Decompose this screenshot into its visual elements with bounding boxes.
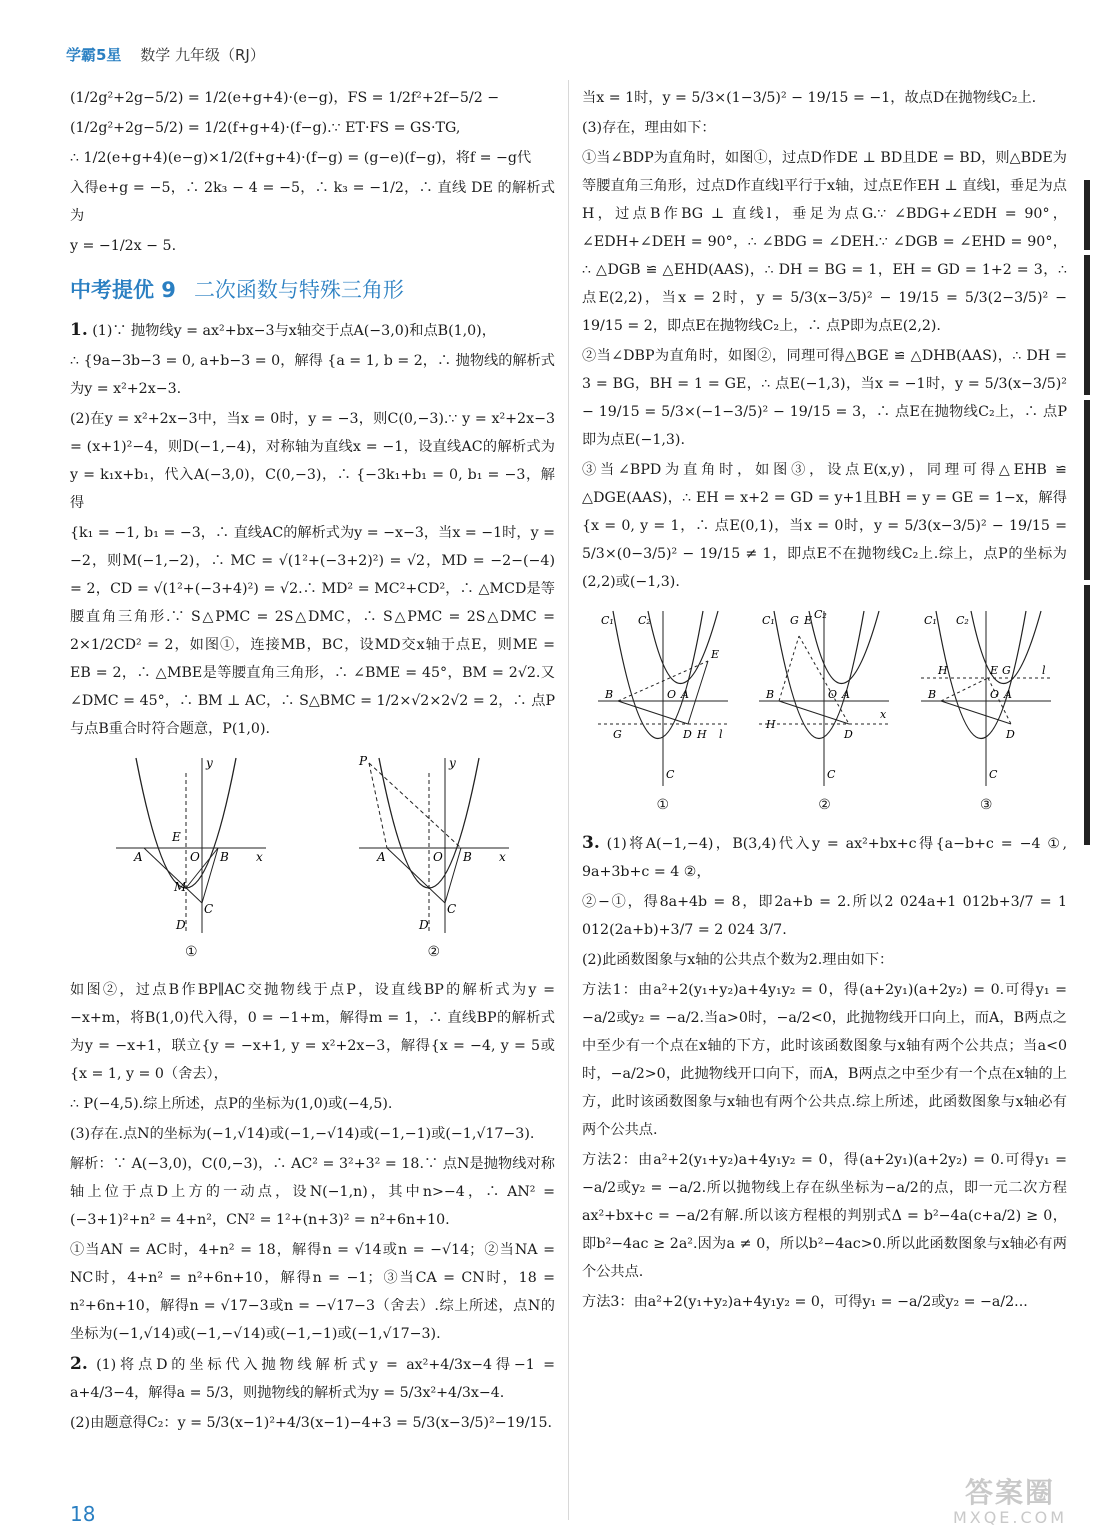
point-label: A xyxy=(680,688,689,701)
section-subtitle: 二次函数与特殊三角形 xyxy=(193,278,404,302)
watermark-text: 答案圈 xyxy=(964,1476,1055,1509)
subject-label: 数学 九年级（RJ） xyxy=(140,46,265,64)
point-label: D xyxy=(682,728,692,741)
question-number: 2. xyxy=(70,1354,88,1374)
brand-logo: 学霸5星 xyxy=(66,46,122,64)
figure xyxy=(106,753,276,966)
paragraph: ∴ {9a−3b−3 = 0, a+b−3 = 0，解得 {a = 1, b = 2，∴ 抛物线的解析式为y = x²+2x−3. xyxy=(70,353,555,397)
point-label: P xyxy=(358,754,367,768)
curve-label: C₂ xyxy=(637,614,651,627)
paragraph-text: (1)将A(−1,−4)，B(3,4)代入y = ax²+bx+c得{a−b+c = −4 ①, 9a+3b+c = 4 ②， xyxy=(582,836,1067,880)
curve-label: C₁ xyxy=(762,614,776,627)
figure-caption: ① xyxy=(656,797,670,813)
curve-label: G xyxy=(790,614,800,627)
point-label: O xyxy=(990,688,1000,701)
point-label: O xyxy=(190,850,201,864)
point-label: C xyxy=(204,902,214,916)
point-label: O xyxy=(432,850,443,864)
point-label: E xyxy=(710,648,719,661)
figure-caption: ② xyxy=(427,944,441,960)
point-label: C xyxy=(989,768,998,781)
point-label: D xyxy=(844,728,854,741)
point-label: C xyxy=(665,768,675,781)
point-label: A xyxy=(1004,688,1013,701)
parabola-diagram xyxy=(106,753,276,938)
edge-mark xyxy=(1084,585,1090,845)
paragraph: 当x = 1时，y = 5/3×(1−3/5)² − 19/15 = −1，故点D在抛物线C₂上. xyxy=(582,90,1037,106)
figure-row xyxy=(70,753,555,966)
line-label: l xyxy=(718,728,723,741)
point-label: H xyxy=(938,664,948,677)
parabola-diagram xyxy=(593,606,733,791)
point-label: B xyxy=(928,688,937,701)
paragraph: ②−①，得8a+4b = 8，即2a+b = 2.所以2 024a+1 012b+3/7 = 1 012(2a+b)+3/7 = 2 024 3/7. xyxy=(582,894,1067,938)
point-label: D xyxy=(1006,728,1015,741)
paragraph: 方法1：由a²+2(y₁+y₂)a+4y₁y₂ = 0，得(a+2y₁)(a+2y₂) = 0.可得y₁ = −a/2或y₂ = −a/2.当a>0时，−a/2<0，此抛物线开口向上，而A，B两点之中至少有一个点在x轴的下方，此时该函数图象与x轴有两个公共点；当a<0时，−a/2>0，此抛物线开口向下，而A，B两点之中至少有一个点在x轴的上方，此时该函数图象与x轴也有两个公共点.综上所述，此函数图象与x轴必有两个公共点. xyxy=(582,982,1067,1138)
point-label: C xyxy=(446,902,456,916)
point-label: A xyxy=(842,688,851,701)
paragraph: (1/2g²+2g−5/2) = 1/2(f+g+4)·(f−g).∵ ET·FS = GS·TG, xyxy=(70,120,461,136)
right-column xyxy=(582,84,1067,1318)
point-label: G xyxy=(612,728,622,741)
parabola-diagram xyxy=(349,753,519,938)
point-label: A xyxy=(134,850,143,864)
axis-label: x xyxy=(498,850,506,864)
question-number: 3. xyxy=(582,833,600,853)
point-label: C xyxy=(827,768,836,781)
figure xyxy=(916,606,1056,819)
figure-caption: ② xyxy=(818,797,831,813)
paragraph: (1/2g²+2g−5/2) = 1/2(e+g+4)·(e−g)，FS = 1/2f²+2f−5/2 − xyxy=(70,90,500,106)
paragraph: ∴ P(−4,5).综上所述，点P的坐标为(1,0)或(−4,5). xyxy=(70,1096,393,1112)
curve-label: C₁ xyxy=(924,614,937,627)
point-label: M xyxy=(174,880,187,894)
left-column xyxy=(70,84,555,1439)
paragraph xyxy=(70,1350,555,1407)
paragraph: y = −1/2x − 5. xyxy=(70,238,177,254)
paragraph: ∴ 1/2(e+g+4)(e−g)×1/2(f+g+4)·(f−g) = (g−e)(f−g)，将f = −g代 xyxy=(70,150,532,166)
point-label: B xyxy=(220,850,230,864)
paragraph: 方法3：由a²+2(y₁+y₂)a+4y₁y₂ = 0，可得y₁ = −a/2或y₂ = −a/2... xyxy=(582,1294,1028,1310)
curve-label: C₂ xyxy=(956,614,969,627)
watermark-url: MXQE.COM xyxy=(952,1508,1068,1527)
edge-mark xyxy=(1084,255,1090,395)
point-label: D xyxy=(176,918,186,932)
page-number: 18 xyxy=(70,1502,96,1526)
edge-mark xyxy=(1084,400,1090,580)
paragraph: 解析：∵ A(−3,0)，C(0,−3)，∴ AC² = 3²+3² = 18.∵ 点N是抛物线对称轴上位于点D上方的一动点，设N(−1,n)，其中n>−4，∴ AN² = (−3+1)²+n² = 4+n²，CN² = 1²+(n+3)² = n²+6n+10. xyxy=(70,1156,555,1228)
point-label: E xyxy=(804,614,813,627)
paragraph: (2)在y = x²+2x−3中，当x = 0时，y = −3，则C(0,−3).∵ y = x²+2x−3 = (x+1)²−4，则D(−1,−4)，对称轴为直线x = −1，设直线AC的解析式为y = k₁x+b₁，代入A(−3,0)，C(0,−3)，∴ {−3k₁+b₁ = 0, b₁ = −3，解得 xyxy=(70,411,555,511)
paragraph: 入得e+g = −5，∴ 2k₃ − 4 = −5，∴ k₃ = −1/2，∴ 直线 DE 的解析式为 xyxy=(70,180,555,224)
section-title xyxy=(70,270,555,310)
point-label: E xyxy=(990,664,999,677)
line-label: l xyxy=(1042,664,1046,677)
point-label: H xyxy=(766,718,777,731)
axis-label: x xyxy=(880,708,887,721)
paragraph xyxy=(582,829,1067,886)
curve-label: C₁ xyxy=(600,614,614,627)
edge-mark xyxy=(1084,180,1090,250)
paragraph: (3)存在，理由如下： xyxy=(582,120,716,136)
axis-label: y xyxy=(448,756,456,770)
point-label: G xyxy=(1002,664,1011,677)
paragraph: ①当AN = AC时，4+n² = 18，解得n = √14或n = −√14；②当NA = NC时，4+n² = n²+6n+10，解得n = −1；③当CA = CN时，18 = n²+6n+10，解得n = √17−3或n = −√17−3（舍去）.综上所述，点N的坐标为(−1,√14)或(−1,−√14)或(−1,−1)或(−1,√17−3). xyxy=(70,1242,555,1342)
paragraph xyxy=(70,316,555,345)
axis-label: y xyxy=(206,756,214,770)
paragraph: ①当∠BDP为直角时，如图①，过点D作DE ⊥ BD且DE = BD，则△BDE为等腰直角三角形，过点D作直线l平行于x轴，过点E作EH ⊥ 直线l，垂足为点H，过点B作BG ⊥ 直线l，垂足为点G.∵ ∠BDG+∠EDH = 90°，∠EDH+∠DEH = 90°，∴ ∠BDG = ∠DEH.∵ ∠DGB = ∠EHD = 90°，∴ △DGB ≌ △EHD(AAS)，∴ DH = BG = 1，EH = GD = 1+2 = 3，∴ 点E(2,2)，当x = 2时，y = 5/3(x−3/5)² − 19/15 = 5/3(2−3/5)² − 19/15 = 2，即点E在抛物线C₂上，∴ 点P即为点E(2,2). xyxy=(582,150,1067,334)
column-divider xyxy=(568,80,569,1520)
point-label: H xyxy=(696,728,707,741)
figure-caption: ③ xyxy=(979,797,993,813)
figure-row xyxy=(582,606,1067,819)
curve-label: C₂ xyxy=(814,608,828,621)
paragraph: (3)存在.点N的坐标为(−1,√14)或(−1,−√14)或(−1,−1)或(−1,√17−3). xyxy=(70,1126,535,1142)
axis-label: x xyxy=(256,850,264,864)
figure xyxy=(349,753,519,966)
figure xyxy=(754,606,894,819)
paragraph: 方法2：由a²+2(y₁+y₂)a+4y₁y₂ = 0，得(a+2y₁)(a+2y₂) = 0.可得y₁ = −a/2或y₂ = −a/2.所以抛物线上存在纵坐标为−a/2的点，即一元二次方程ax²+bx+c = −a/2有解.所以该方程根的判别式Δ = b²−4a(c+a/2) ≥ 0，即b²−4ac ≥ 2a².因为a ≠ 0，所以b²−4ac>0.所以此函数图象与x轴必有两个公共点. xyxy=(582,1152,1067,1280)
question-number: 1. xyxy=(70,320,88,340)
point-label: A xyxy=(376,850,386,864)
point-label: B xyxy=(462,850,472,864)
paragraph-text: (1)将点D的坐标代入抛物线解析式y = ax²+4/3x−4得−1 = a+4/3−4，解得a = 5/3，则抛物线的解析式为y = 5/3x²+4/3x−4. xyxy=(70,1357,555,1401)
parabola-diagram xyxy=(754,606,894,791)
paragraph: ③当∠BPD为直角时，如图③，设点E(x,y)，同理可得△EHB ≌ △DGE(AAS)，∴ EH = x+2 = GD = y+1且BH = y = GE = 1−x，解得{x = 0, y = 1，∴ 点E(0,1)，当x = 0时，y = 5/3(x−3/5)² − 19/15 = 5/3×(0−3/5)² − 19/15 ≠ 1，即点E不在抛物线C₂上.综上，点P的坐标为(2,2)或(−1,3). xyxy=(582,462,1067,590)
paragraph: (2)由题意得C₂：y = 5/3(x−1)²+4/3(x−1)−4+3 = 5/3(x−3/5)²−19/15. xyxy=(70,1415,553,1431)
point-label: O xyxy=(828,688,838,701)
point-label: D xyxy=(418,918,429,932)
paragraph: {k₁ = −1, b₁ = −3，∴ 直线AC的解析式为y = −x−3，当x = −1时，y = −2，则M(−1,−2)，∴ MC = √(1²+(−3+2)²) = √2，MD = −2−(−4) = 2，CD = √(1²+(−3+4)²) = √2.∴ MD² = MC²+CD²，∴ △MCD是等腰直角三角形.∵ S△PMC = 2S△DMC，∴ S△PMC = 2S△DMC = 2×1/2CD² = 2，如图①，连接MB，BC，设MD交x轴于点E，则ME = EB = 2，∴ △MBE是等腰直角三角形，∴ ∠BME = 45°，BM = 2√2.又∠DMC = 45°，∴ BM ⊥ AC，∴ S△BMC = 1/2×√2×2√2 = 2，∴ 点P与点B重合时符合题意，P(1,0). xyxy=(70,525,555,737)
paragraph: ②当∠DBP为直角时，如图②，同理可得△BGE ≌ △DHB(AAS)，∴ DH = 3 = BG，BH = 1 = GE，∴ 点E(−1,3)，当x = −1时，y = 5/3(x−3/5)² − 19/15 = 5/3×(−1−3/5)² − 19/15 = 3，∴ 点E在抛物线C₂上，∴ 点P即为点E(−1,3). xyxy=(582,348,1067,448)
figure-caption: ① xyxy=(184,944,198,960)
paragraph: (2)此函数图象与x轴的公共点个数为2.理由如下： xyxy=(582,952,894,968)
section-number: 中考提优 9 xyxy=(70,278,176,302)
watermark-logo xyxy=(930,1478,1090,1534)
page-header xyxy=(66,44,265,65)
parabola-diagram xyxy=(916,606,1056,791)
paragraph-text: (1)∵ 抛物线y = ax²+bx−3与x轴交于点A(−3,0)和点B(1,0)， xyxy=(92,323,496,339)
point-label: B xyxy=(604,688,613,701)
point-label: B xyxy=(766,688,775,701)
point-label: E xyxy=(172,830,182,844)
figure xyxy=(593,606,733,819)
point-label: O xyxy=(666,688,676,701)
paragraph: 如图②，过点B作BP∥AC交抛物线于点P，设直线BP的解析式为y = −x+m，将B(1,0)代入得，0 = −1+m，解得m = 1，∴ 直线BP的解析式为y = −x+1，联立{y = −x+1, y = x²+2x−3，解得{x = −4, y = 5或{x = 1, y = 0（舍去）， xyxy=(70,982,555,1082)
